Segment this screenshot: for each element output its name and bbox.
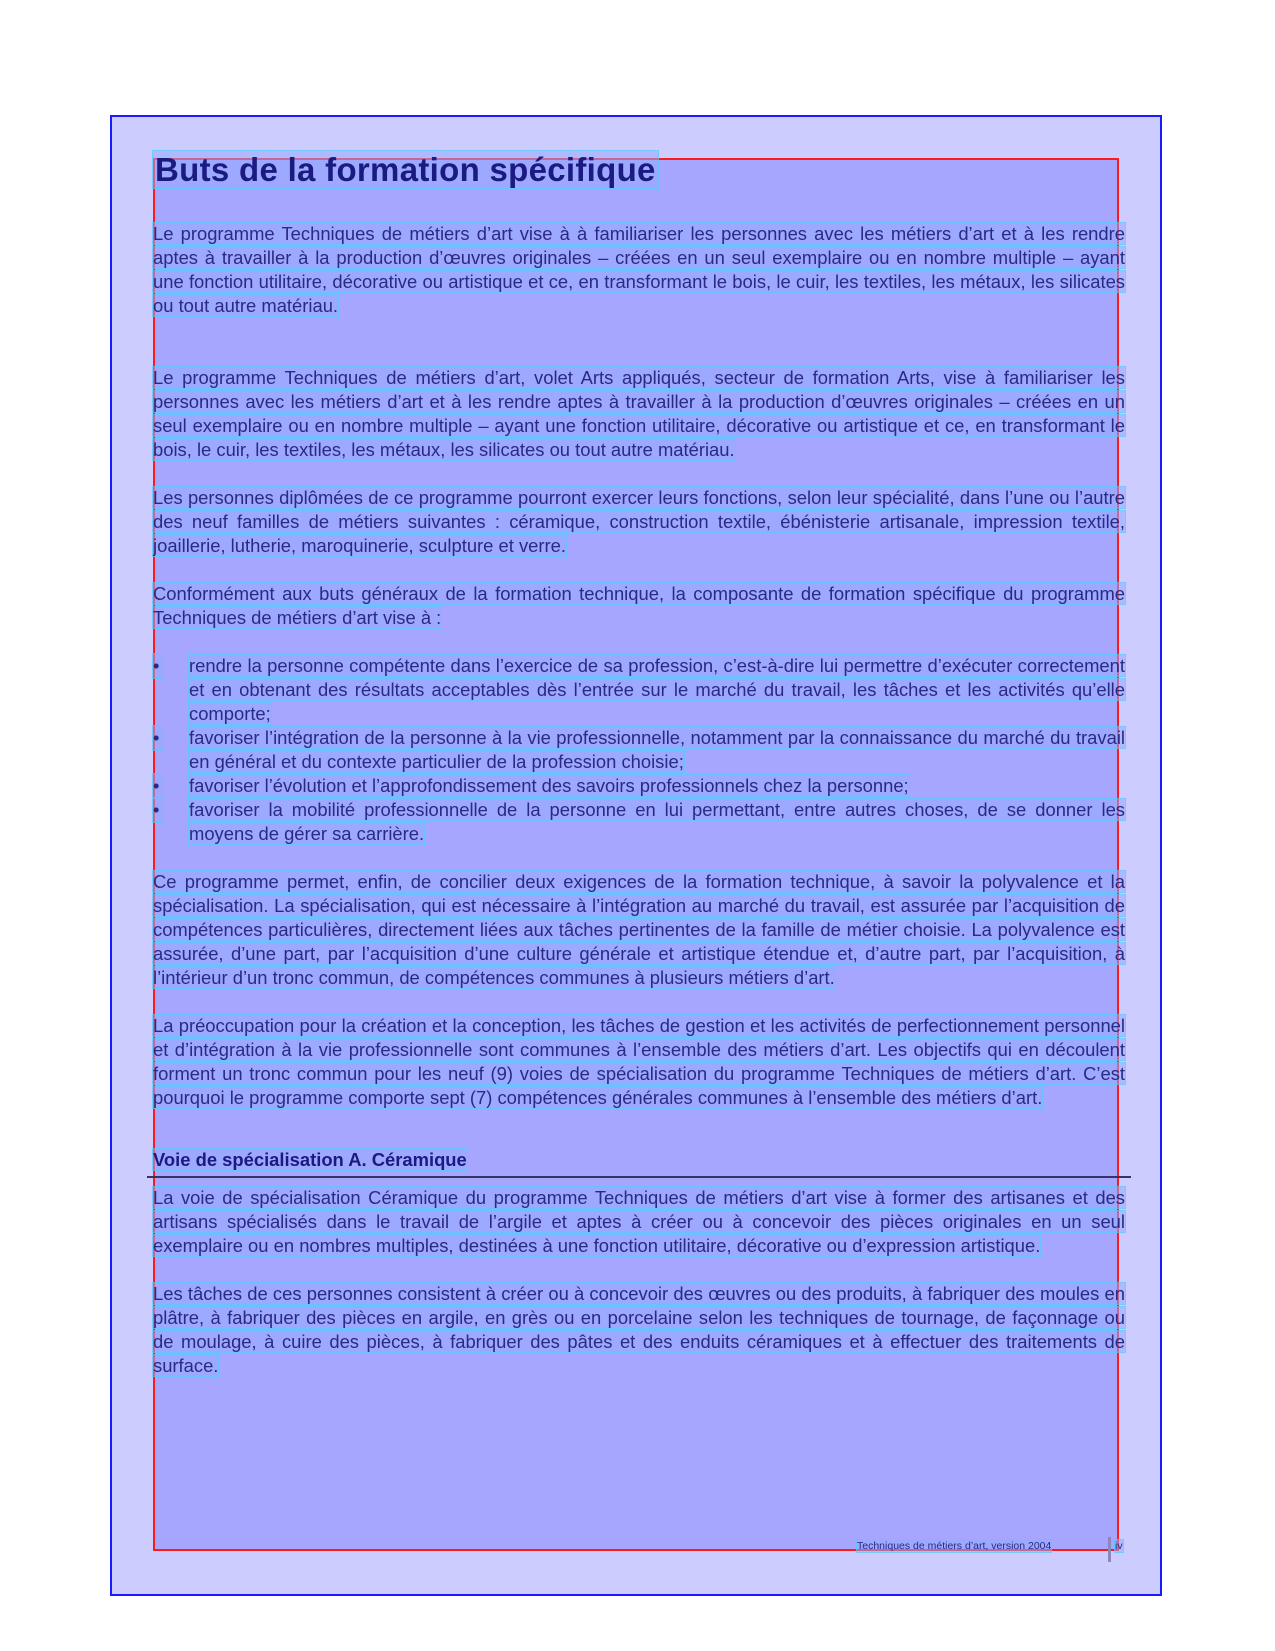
paragraph-1: Le programme Techniques de métiers d’art vise à à familiariser les personnes avec les métiers d’art et à les rendre aptes à travailler à la production d’œuvres originales – créées en un seul exemplaire ou en nombre multiple – ayant une fonction utilitaire, décorative ou artistique et ce, en transformant le bois, le cuir, les textiles, les métaux, les silicates ou tout autre matériau. [153, 223, 1125, 317]
list-item: • favoriser l’évolution et l’approfondissement des savoirs professionnels chez la personne; [153, 775, 909, 797]
footer-separator [1108, 1537, 1111, 1562]
bullet-icon: • [153, 774, 163, 798]
page-title: Buts de la formation spécifique [155, 151, 656, 188]
goals-list [153, 654, 1125, 846]
document-content [153, 152, 1125, 1402]
section-paragraph-1: La voie de spécialisation Céramique du programme Techniques de métiers d’art vise à former des artisanes et des artisans spécialisés dans le travail de l’argile et aptes à créer ou à concevoir des pièces originales en un seul exemplaire ou en nombres multiples, destinées à une fonction utilitaire, décorative ou d’expression artistique. [153, 1187, 1125, 1257]
bullet-icon: • [153, 798, 163, 822]
section-heading: Voie de spécialisation A. Céramique [147, 1148, 1131, 1178]
paragraph-5: Ce programme permet, enfin, de concilier deux exigences de la formation technique, à savoir la polyvalence et la spécialisation. La spécialisation, qui est nécessaire à l’intégration au marché du travail, est assurée par l’acquisition de compétences particulières, directement liées aux tâches pertinentes de la famille de métier choisie. La polyvalence est assurée, d’une part, par l’acquisition d’une culture générale et artistique étendue et, d’autre part, par l’acquisition, à l’intérieur d’un tronc commun, de compétences communes à plusieurs métiers d’art. [153, 871, 1125, 989]
section-paragraph-2: Les tâches de ces personnes consistent à créer ou à concevoir des œuvres ou des produits, à fabriquer des moules en plâtre, à fabriquer des pièces en argile, en grès ou en porcelaine selon les techniques de tournage, de façonnage ou de moulage, à cuire des pièces, à fabriquer des pâtes et des enduits céramiques et à effectuer des traitements de surface. [153, 1283, 1125, 1377]
paragraph-4: Conformément aux buts généraux de la formation technique, la composante de formation spécifique du programme Techniques de métiers d’art vise à : [153, 583, 1125, 629]
bullet-icon: • [153, 654, 163, 678]
paragraph-2: Le programme Techniques de métiers d’art, volet Arts appliqués, secteur de formation Arts, vise à familiariser les personnes avec les métiers d’art et à les rendre aptes à travailler à la production d’œuvres originales – créées en un seul exemplaire ou en nombre multiple – ayant une fonction utilitaire, décorative ou artistique et ce, en transformant le bois, le cuir, les textiles, les métaux, les silicates ou tout autre matériau. [153, 367, 1125, 461]
list-item: • favoriser la mobilité professionnelle de la personne en lui permettant, entre autres choses, de se donner les moyens de gérer sa carrière. [153, 799, 1125, 845]
paragraph-3: Les personnes diplômées de ce programme pourront exercer leurs fonctions, selon leur spécialité, dans l’une ou l’autre des neuf familles de métiers suivantes : céramique, construction textile, ébénisterie artisanale, impression textile, joaillerie, lutherie, maroquinerie, sculpture et verre. [153, 487, 1125, 557]
list-item: • rendre la personne compétente dans l’exercice de sa profession, c’est-à-dire lui permettre d’exécuter correctement et en obtenant des résultats acceptables dès l’entrée sur le marché du travail, les tâches et les activités qu’elle comporte; [153, 655, 1125, 725]
page-footer: Techniques de métiers d’art, version 2004 [857, 1540, 1052, 1552]
paragraph-6: La préoccupation pour la création et la conception, les tâches de gestion et les activités de perfectionnement personnel et d’intégration à la vie professionnelle sont communes à l’ensemble des métiers d’art. Les objectifs qui en découlent forment un tronc commun pour les neuf (9) voies de spécialisation du programme Techniques de métiers d’art. C’est pourquoi le programme comporte sept (7) compétences générales communes à l’ensemble des métiers d’art. [153, 1015, 1125, 1109]
bullet-icon: • [153, 726, 163, 750]
page-number: iv [1115, 1540, 1123, 1552]
list-item: • favoriser l’intégration de la personne à la vie professionnelle, notamment par la connaissance du marché du travail en général et du contexte particulier de la profession choisie; [153, 727, 1125, 773]
